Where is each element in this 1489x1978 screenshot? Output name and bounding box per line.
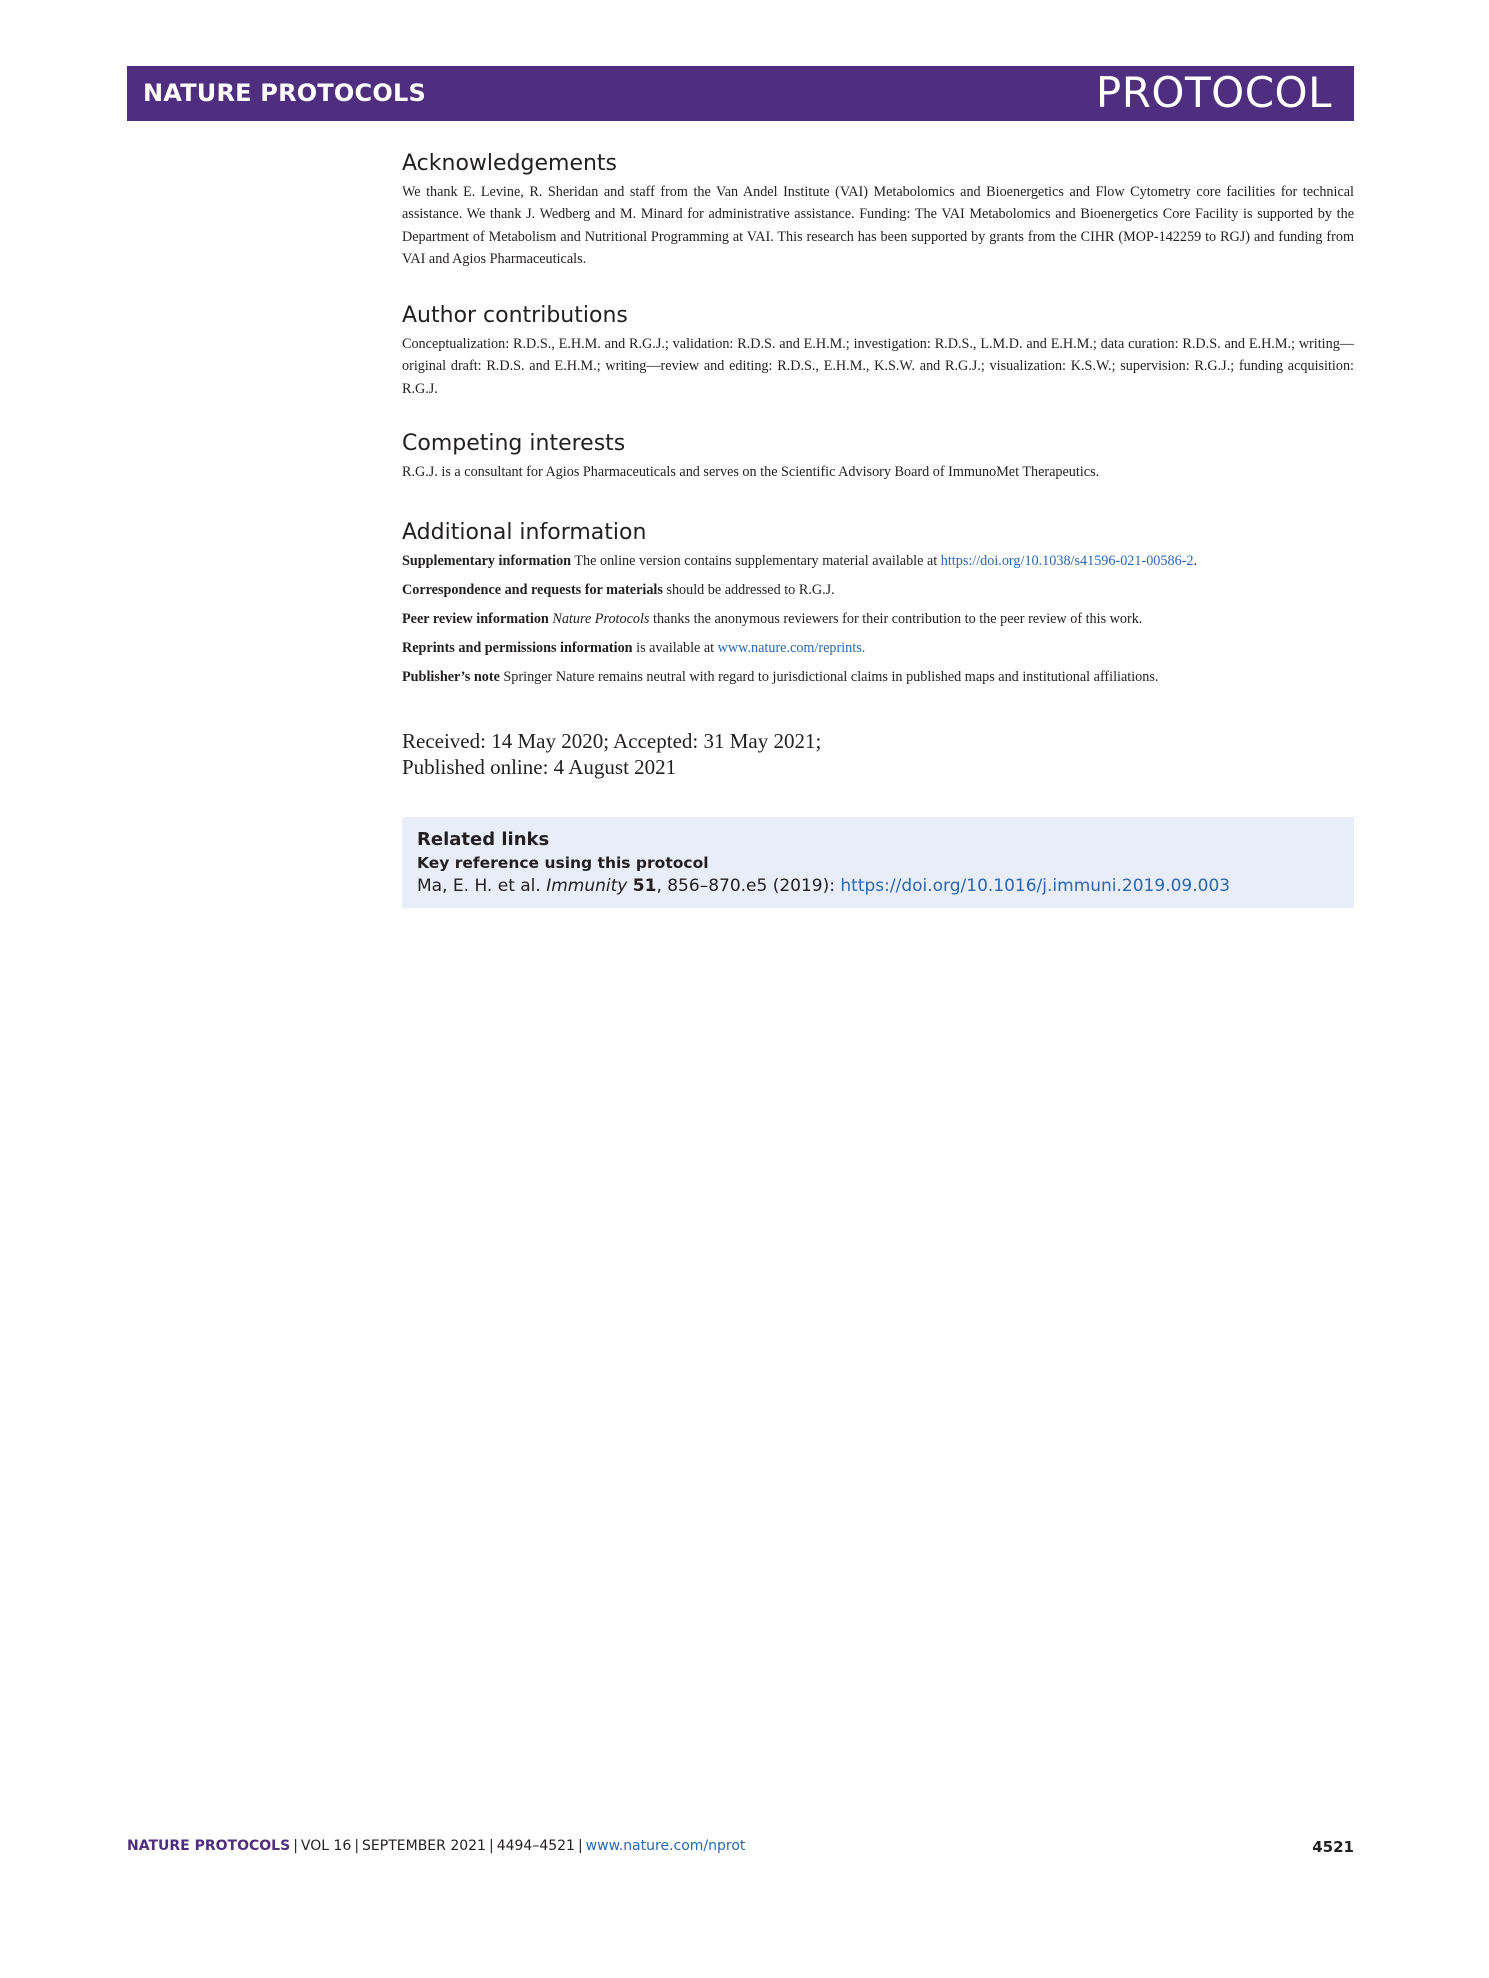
received-accepted-dates: Received: 14 May 2020; Accepted: 31 May 2021;: [402, 729, 822, 754]
acknowledgements-section: [402, 150, 1354, 270]
correspondence-label: Correspondence and requests for materials: [402, 582, 663, 599]
related-links-subtitle: Key reference using this protocol: [417, 854, 709, 872]
peer-review-journal: Nature Protocols: [552, 611, 650, 628]
footer-volume: VOL 16: [300, 1838, 352, 1854]
correspondence-information: [402, 579, 1354, 601]
footer-separator: |: [577, 1838, 583, 1854]
footer-journal: NATURE PROTOCOLS: [127, 1838, 291, 1854]
reference-journal: Immunity: [546, 876, 628, 896]
additional-information-section: [402, 519, 1354, 688]
publication-dates: [402, 728, 1354, 780]
page-footer: [127, 1838, 1354, 1860]
reference-pages: , 856–870.e5 (2019):: [656, 876, 841, 896]
reprints-label: Reprints and permissions information: [402, 640, 633, 657]
supplementary-label: Supplementary information: [402, 553, 572, 570]
footer-separator: |: [488, 1838, 494, 1854]
footer-separator: |: [293, 1838, 298, 1854]
author-contributions-section: [402, 302, 1354, 400]
journal-name: NATURE PROTOCOLS: [143, 79, 426, 107]
reference-doi-link[interactable]: https://doi.org/10.1016/j.immuni.2019.09.003: [840, 876, 1231, 896]
reference-authors: Ma, E. H. et al.: [417, 876, 547, 896]
competing-interests-section: [402, 430, 1354, 483]
peer-review-information: [402, 608, 1354, 630]
peer-review-label: Peer review information: [402, 611, 549, 628]
correspondence-text: should be addressed to R.G.J.: [662, 582, 835, 599]
article-type: PROTOCOL: [1095, 68, 1332, 117]
publisher-note-label: Publisher’s note: [402, 669, 500, 686]
footer-separator: |: [354, 1838, 360, 1854]
publisher-note-text: Springer Nature remains neutral with regard to jurisdictional claims in published maps and institutional affiliations.: [499, 669, 1159, 686]
author-contributions-text: Conceptualization: R.D.S., E.H.M. and R.G.J.; validation: R.D.S. and E.H.M.; investigation: R.D.S., L.M.D. and E.H.M.; data curation: R.D.S. and E.H.M.; writing—original draft: R.D.S. and E.H.M.; writing—review and editing: R.D.S., E.H.M., K.S.W. and R.G.J.; visualization: K.S.W.; supervision: R.G.J.; funding acquisition: R.G.J.: [402, 336, 1354, 397]
main-content: [402, 150, 1354, 780]
additional-information-heading: Additional information: [402, 520, 647, 546]
supplementary-information: [402, 550, 1354, 572]
competing-interests-heading: Competing interests: [402, 431, 626, 457]
reprints-link[interactable]: www.nature.com/reprints.: [717, 640, 866, 657]
supplementary-end: .: [1193, 553, 1198, 570]
author-contributions-heading: Author contributions: [402, 303, 628, 329]
footer-date: SEPTEMBER 2021: [362, 1838, 486, 1854]
footer-journal-link[interactable]: www.nature.com/nprot: [585, 1838, 746, 1854]
publisher-note: [402, 666, 1354, 688]
reprints-information: [402, 637, 1354, 659]
key-reference: [417, 876, 1230, 896]
footer-citation: [127, 1838, 745, 1854]
journal-header-band: [127, 66, 1354, 121]
reprints-text: is available at: [632, 640, 718, 657]
page-number: 4521: [1312, 1838, 1354, 1856]
supplementary-text: The online version contains supplementary material available at: [571, 553, 941, 570]
acknowledgements-heading: Acknowledgements: [402, 151, 618, 176]
peer-review-text: thanks the anonymous reviewers for their contribution to the peer review of this work.: [649, 611, 1143, 628]
supplementary-link[interactable]: https://doi.org/10.1038/s41596-021-00586-2: [940, 553, 1194, 570]
published-online-date: Published online: 4 August 2021: [402, 755, 677, 780]
footer-pages: 4494–4521: [496, 1838, 575, 1854]
acknowledgements-text: We thank E. Levine, R. Sheridan and staff from the Van Andel Institute (VAI) Metabolomics and Bioenergetics and Flow Cytometry core facilities for technical assistance. We thank J. Wedberg and M. Minard for administrative assistance. Funding: The VAI Metabolomics and Bioenergetics Core Facility is supported by the Department of Metabolism and Nutritional Programming at VAI. This research has been supported by grants from the CIHR (MOP-142259 to RGJ) and funding from VAI and Agios Pharmaceuticals.: [402, 184, 1354, 267]
reference-volume: 51: [632, 876, 657, 896]
competing-interests-text: R.G.J. is a consultant for Agios Pharmaceuticals and serves on the Scientific Advisory Board of ImmunoMet Therapeutics.: [402, 464, 1100, 481]
related-links-title: Related links: [417, 829, 550, 850]
related-links-box: [402, 817, 1354, 908]
